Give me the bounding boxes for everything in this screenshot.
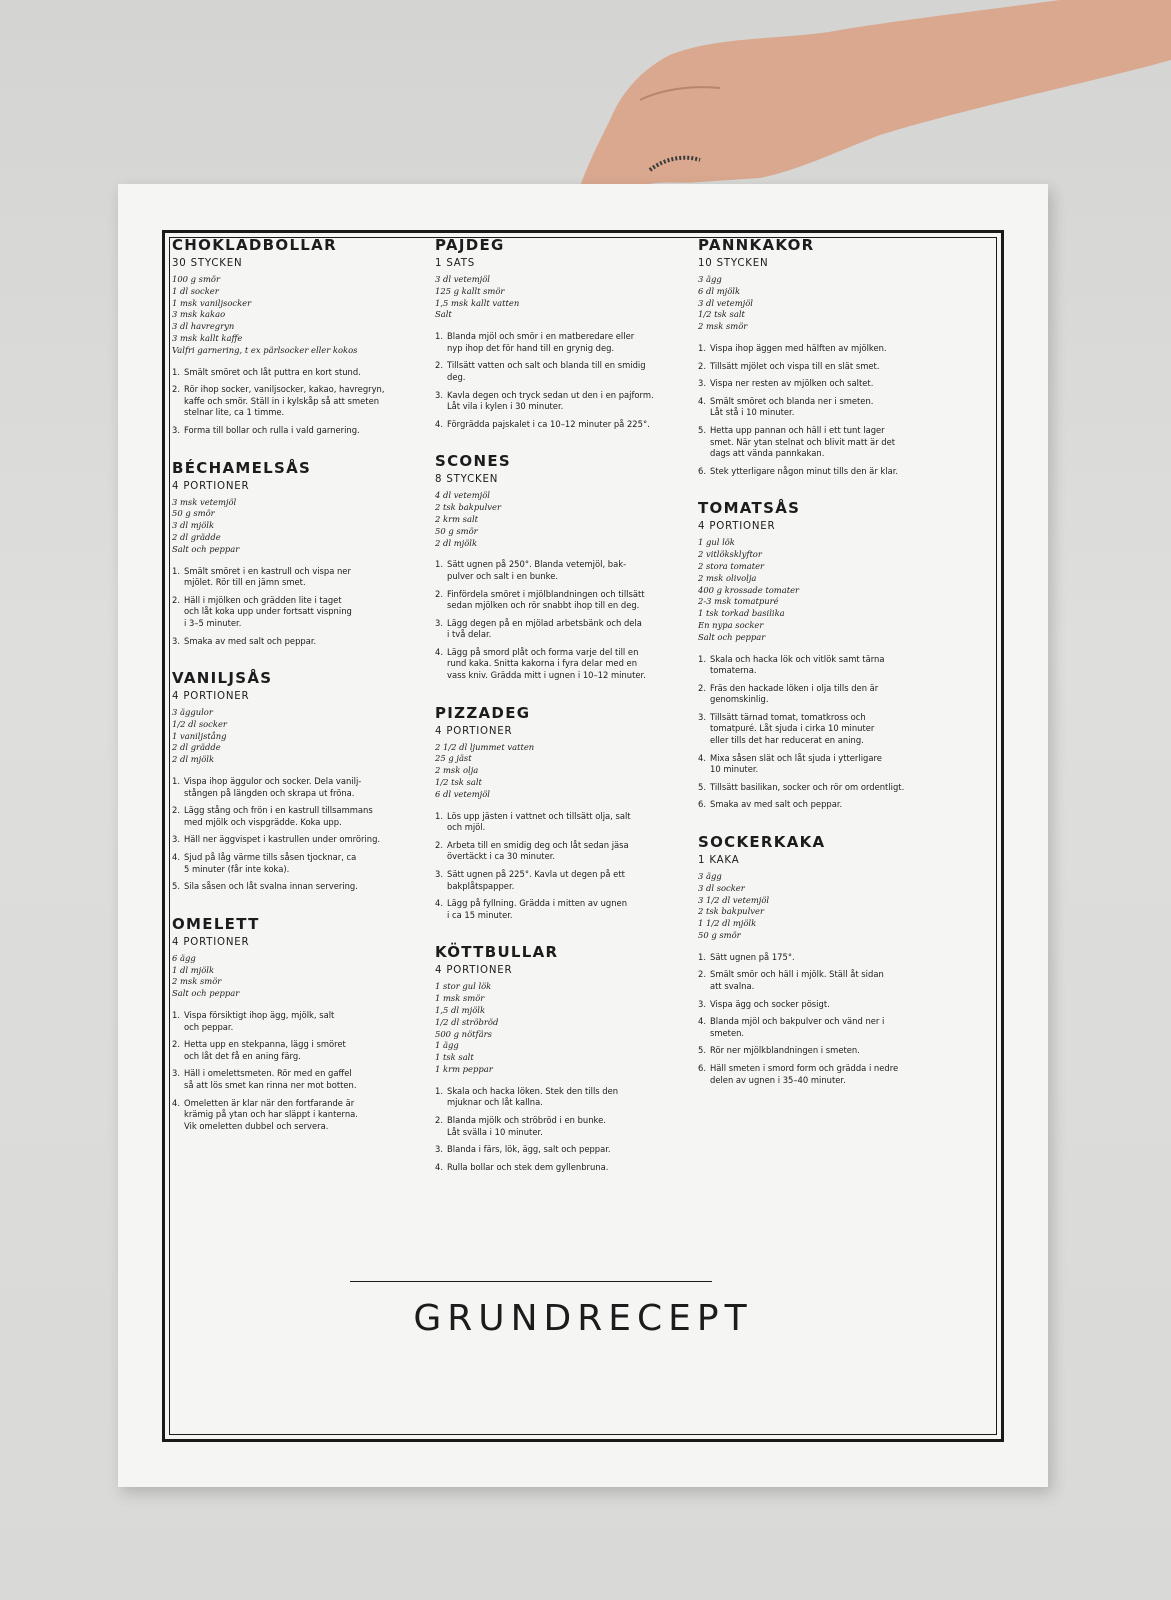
- step-text: Lös upp jästen i vattnet och tillsätt olja, salt och mjöl.: [447, 810, 631, 833]
- title-divider: [350, 1281, 712, 1282]
- ingredient-item: 25 g jäst: [435, 753, 472, 764]
- step-number: 3.: [435, 1144, 443, 1155]
- recipe-title: PAJDEG: [435, 236, 505, 254]
- ingredient-item: 2 tsk bakpulver: [698, 906, 764, 917]
- ingredient-item: 3 1/2 dl vetemjöl: [698, 894, 770, 905]
- step-text: Smaka av med salt och peppar.: [184, 635, 317, 646]
- step-text: Sätt ugnen på 175°.: [710, 951, 795, 962]
- recipe-column-2: [435, 236, 665, 1195]
- step-list: [172, 1010, 402, 1132]
- step-item: [435, 360, 665, 383]
- step-item: [698, 799, 928, 811]
- step-item: [172, 805, 402, 828]
- ingredient-item: 50 g smör: [698, 930, 741, 941]
- step-text: Häll smeten i smord form och grädda i nedre delen av ugnen i 35–40 minuter.: [710, 1062, 899, 1085]
- ingredient-item: 3 ägg: [698, 871, 722, 882]
- step-number: 2.: [698, 682, 706, 693]
- step-item: [435, 331, 665, 354]
- ingredient-item: 4 dl vetemjöl: [435, 490, 490, 501]
- ingredient-list: [435, 490, 665, 549]
- ingredient-item: 1,5 msk kallt vatten: [435, 297, 520, 308]
- step-text: Arbeta till en smidig deg och låt sedan jäsa övertäckt i ca 30 minuter.: [447, 839, 629, 862]
- ingredient-item: 1/2 tsk salt: [435, 777, 482, 788]
- step-item: [435, 869, 665, 892]
- recipe-block: [698, 499, 928, 811]
- ingredient-item: 1 ägg: [435, 1040, 459, 1051]
- recipe-block: [172, 669, 402, 893]
- recipe-block: [435, 704, 665, 922]
- recipe-title: BÉCHAMELSÅS: [172, 458, 312, 477]
- recipe-block: [172, 236, 402, 437]
- step-list: [172, 367, 402, 437]
- step-number: 1.: [172, 1010, 180, 1021]
- step-text: Hetta upp en stekpanna, lägg i smöret och låt det få en aning färg.: [184, 1039, 346, 1061]
- ingredient-item: 3 dl havregryn: [172, 321, 235, 332]
- step-list: [172, 776, 402, 893]
- step-number: 5.: [698, 1045, 706, 1056]
- step-text: Tillsätt basilikan, socker och rör om ordentligt.: [710, 781, 905, 792]
- ingredient-item: 6 dl vetemjöl: [435, 788, 490, 799]
- step-text: Vispa försiktigt ihop ägg, mjölk, salt och peppar.: [184, 1010, 335, 1032]
- step-item: [698, 782, 928, 794]
- step-text: Tillsätt tärnad tomat, tomatkross och tomatpuré. Låt sjuda i cirka 10 minuter eller tills det har reducerat en aning.: [710, 711, 875, 746]
- step-item: [172, 852, 402, 875]
- ingredient-item: 6 dl mjölk: [698, 285, 741, 296]
- step-text: Blanda mjöl och bakpulver och vänd ner i smeten.: [710, 1016, 885, 1038]
- step-item: [698, 712, 928, 747]
- step-item: [698, 396, 928, 419]
- step-text: Blanda i färs, lök, ägg, salt och peppar.: [447, 1144, 611, 1155]
- step-item: [698, 753, 928, 776]
- step-text: Kavla degen och tryck sedan ut den i en pajform. Låt vila i kylen i 30 minuter.: [447, 389, 654, 412]
- ingredient-item: 1 msk vaniljsocker: [172, 297, 252, 308]
- ingredient-item: 1 gul lök: [698, 537, 735, 548]
- ingredient-item: 2 tsk bakpulver: [435, 502, 501, 513]
- ingredient-item: 1 dl mjölk: [172, 964, 215, 975]
- recipe-yield: 30 STYCKEN: [172, 258, 243, 269]
- ingredient-item: 1 tsk salt: [435, 1052, 474, 1063]
- ingredient-list: [435, 981, 665, 1075]
- step-text: Lägg stång och frön i en kastrull tillsammans med mjölk och vispgrädde. Koka upp.: [184, 805, 373, 827]
- step-number: 4.: [172, 852, 180, 863]
- step-item: [172, 636, 402, 648]
- step-number: 1.: [698, 342, 706, 353]
- step-number: 5.: [698, 424, 706, 435]
- ingredient-item: 1 stor gul lök: [435, 981, 492, 992]
- ingredient-item: 2 msk olja: [435, 765, 479, 776]
- ingredient-item: 3 dl mjölk: [172, 520, 215, 531]
- step-number: 3.: [172, 635, 180, 646]
- recipe-yield: 4 PORTIONER: [172, 691, 250, 703]
- ingredient-item: 3 dl socker: [698, 882, 745, 893]
- step-item: [172, 834, 402, 846]
- ingredient-item: 2 msk olivolja: [698, 572, 757, 583]
- step-text: Smält smöret och blanda ner i smeten. Låt stå i 10 minuter.: [710, 395, 874, 418]
- ingredient-item: Salt: [435, 309, 452, 320]
- step-number: 1.: [172, 565, 180, 576]
- step-item: [698, 378, 928, 390]
- step-item: [172, 881, 402, 893]
- ingredient-item: 1 krm peppar: [435, 1063, 493, 1074]
- step-list: [172, 566, 402, 648]
- step-item: [698, 1063, 928, 1086]
- ingredient-list: [698, 537, 928, 643]
- step-text: Rulla bollar och stek dem gyllenbruna.: [447, 1161, 609, 1172]
- recipe-title: PIZZADEG: [435, 703, 531, 722]
- step-number: 3.: [698, 711, 706, 722]
- step-number: 2.: [698, 969, 706, 980]
- step-number: 2.: [435, 588, 443, 599]
- step-item: [172, 1039, 402, 1062]
- recipe-title: KÖTTBULLAR: [435, 943, 559, 962]
- step-number: 1.: [698, 653, 706, 664]
- step-item: [435, 589, 665, 612]
- ingredient-item: 1 dl socker: [172, 285, 219, 296]
- recipe-yield: 4 PORTIONER: [698, 521, 776, 533]
- ingredient-item: 1 tsk torkad basilika: [698, 608, 785, 619]
- ingredient-item: 500 g nötfärs: [435, 1028, 492, 1039]
- ingredient-item: 3 msk kallt kaffe: [172, 332, 243, 343]
- step-item: [435, 618, 665, 641]
- step-text: Smaka av med salt och peppar.: [710, 799, 843, 810]
- step-item: [172, 367, 402, 379]
- ingredient-item: 2 msk smör: [172, 976, 222, 987]
- step-number: 1.: [698, 951, 706, 962]
- step-number: 4.: [435, 1161, 443, 1172]
- recipe-yield: 4 PORTIONER: [172, 936, 250, 948]
- ingredient-item: 1/2 dl socker: [172, 718, 227, 729]
- step-item: [698, 1045, 928, 1057]
- recipe-yield: 10 STYCKEN: [698, 258, 769, 269]
- ingredient-item: 2 dl grädde: [172, 531, 221, 542]
- step-number: 4.: [435, 898, 443, 909]
- ingredient-item: 50 g smör: [435, 525, 478, 536]
- ingredient-item: 2 stora tomater: [698, 560, 765, 571]
- ingredient-item: 1 msk smör: [435, 993, 485, 1004]
- ingredient-list: [172, 274, 402, 357]
- step-item: [172, 566, 402, 589]
- step-item: [435, 811, 665, 834]
- step-text: Vispa ihop äggulor och socker. Dela vanilj- stången på längden och skrapa ut fröna.: [184, 776, 362, 798]
- step-list: [435, 1086, 665, 1174]
- step-number: 3.: [172, 834, 180, 845]
- step-item: [698, 425, 928, 460]
- ingredient-item: Salt och peppar: [172, 988, 240, 999]
- ingredient-item: 1/2 tsk salt: [698, 309, 745, 320]
- step-number: 4.: [435, 646, 443, 657]
- recipe-yield: 1 SATS: [435, 258, 476, 269]
- step-number: 2.: [172, 1039, 180, 1050]
- ingredient-item: 1 1/2 dl mjölk: [698, 918, 757, 929]
- ingredient-item: 6 ägg: [172, 952, 196, 963]
- ingredient-list: [435, 274, 665, 321]
- step-text: Omeletten är klar när den fortfarande är krämig på ytan och har släppt i kanterna. Vik omeletten dubbel och servera.: [184, 1097, 358, 1131]
- step-text: Smält smöret i en kastrull och vispa ner mjölet. Rör till en jämn smet.: [184, 565, 351, 588]
- step-item: [698, 1016, 928, 1039]
- step-text: Blanda mjöl och smör i en matberedare eller nyp ihop det för hand till en grynig deg.: [447, 331, 635, 353]
- recipe-yield: 4 PORTIONER: [172, 480, 250, 492]
- step-text: Rör ihop socker, vaniljsocker, kakao, havregryn, kaffe och smör. Ställ in i kylskåp så att smeten stelnar lite, ca 1 timme.: [184, 384, 385, 418]
- recipe-poster: [118, 184, 1048, 1487]
- step-number: 3.: [435, 869, 443, 880]
- step-list: [435, 811, 665, 922]
- recipe-block: [698, 236, 928, 477]
- step-number: 5.: [698, 781, 706, 792]
- step-number: 2.: [172, 384, 180, 395]
- ingredient-list: [698, 871, 928, 942]
- step-item: [435, 1144, 665, 1156]
- step-number: 3.: [435, 389, 443, 400]
- step-number: 2.: [435, 360, 443, 371]
- step-item: [435, 1162, 665, 1174]
- ingredient-item: 3 dl vetemjöl: [435, 274, 490, 284]
- step-number: 4.: [435, 418, 443, 429]
- step-number: 3.: [172, 1068, 180, 1079]
- step-number: 6.: [698, 799, 706, 810]
- step-number: 1.: [435, 331, 443, 342]
- step-text: Förgrädda pajskalet i ca 10–12 minuter på 225°.: [447, 418, 650, 429]
- step-item: [435, 840, 665, 863]
- step-number: 4.: [698, 752, 706, 763]
- step-list: [698, 952, 928, 1086]
- step-text: Fräs den hackade löken i olja tills den är genomskinlig.: [710, 682, 879, 705]
- recipe-block: [435, 943, 665, 1173]
- step-text: Blanda mjölk och ströbröd i en bunke. Låt svälla i 10 minuter.: [447, 1114, 606, 1137]
- step-text: Forma till bollar och rulla i vald garnering.: [184, 424, 360, 435]
- step-number: 1.: [435, 810, 443, 821]
- step-text: Sila såsen och låt svalna innan servering.: [184, 881, 358, 892]
- step-number: 1.: [435, 1085, 443, 1096]
- step-number: 2.: [435, 839, 443, 850]
- step-number: 3.: [698, 998, 706, 1009]
- step-text: Lägg degen på en mjölad arbetsbänk och dela i två delar.: [447, 617, 642, 640]
- step-item: [172, 1010, 402, 1033]
- ingredient-item: 3 msk vetemjöl: [172, 496, 237, 507]
- step-number: 2.: [435, 1114, 443, 1125]
- step-text: Sätt ugnen på 250°. Blanda vetemjöl, bak- pulver och salt i en bunke.: [447, 559, 627, 581]
- ingredient-item: 400 g krossade tomater: [698, 584, 800, 595]
- ingredient-item: 2-3 msk tomatpuré: [698, 596, 779, 607]
- step-text: Tillsätt vatten och salt och blanda till en smidig deg.: [447, 360, 646, 382]
- step-text: Smält smöret och låt puttra en kort stund.: [184, 366, 361, 377]
- recipe-column-3: [698, 236, 928, 1108]
- step-item: [435, 647, 665, 682]
- step-item: [172, 1068, 402, 1091]
- step-number: 5.: [172, 881, 180, 892]
- ingredient-list: [435, 742, 665, 801]
- step-text: Häll ner äggvispet i kastrullen under omröring.: [184, 834, 381, 845]
- step-item: [435, 390, 665, 413]
- step-text: Mixa såsen slät och låt sjuda i ytterligare 10 minuter.: [710, 752, 882, 775]
- ingredient-item: 2 dl mjölk: [172, 754, 215, 765]
- recipe-block: [172, 915, 402, 1133]
- step-number: 2.: [172, 594, 180, 605]
- recipe-title: PANNKAKOR: [698, 236, 815, 254]
- step-number: 4.: [698, 395, 706, 406]
- step-text: Häll i mjölken och grädden lite i taget och låt koka upp under fortsatt vispning i 3–5 minuter.: [184, 594, 352, 628]
- step-item: [172, 776, 402, 799]
- recipe-block: [172, 459, 402, 648]
- ingredient-item: 2 dl mjölk: [435, 537, 478, 548]
- step-number: 2.: [172, 805, 180, 816]
- ingredient-item: Salt och peppar: [172, 543, 240, 554]
- step-list: [435, 331, 665, 430]
- step-text: Vispa ner resten av mjölken och saltet.: [710, 378, 874, 389]
- recipe-block: [698, 833, 928, 1086]
- step-item: [435, 1115, 665, 1138]
- ingredient-item: 3 äggulor: [172, 707, 213, 718]
- step-item: [698, 466, 928, 478]
- recipe-column-1: [172, 236, 402, 1154]
- step-text: Skala och hacka lök och vitlök samt tärna tomaterna.: [710, 653, 885, 676]
- step-item: [435, 898, 665, 921]
- step-number: 1.: [435, 559, 443, 570]
- recipe-title: VANILJSÅS: [172, 669, 273, 688]
- step-text: Skala och hacka löken. Stek den tills den mjuknar och låt kallna.: [447, 1085, 619, 1108]
- ingredient-list: [172, 953, 402, 1000]
- step-number: 1.: [172, 776, 180, 787]
- step-list: [698, 654, 928, 812]
- step-number: 6.: [698, 465, 706, 476]
- step-item: [698, 343, 928, 355]
- ingredient-item: 2 dl grädde: [172, 742, 221, 753]
- step-text: Häll i omelettsmeten. Rör med en gaffel så att lös smet kan rinna ner mot botten.: [184, 1068, 357, 1090]
- ingredient-item: 2 1/2 dl ljummet vatten: [435, 741, 535, 752]
- ingredient-item: En nypa socker: [698, 619, 764, 630]
- recipe-title: OMELETT: [172, 914, 260, 933]
- step-number: 1.: [172, 366, 180, 377]
- step-text: Sjud på låg värme tills såsen tjocknar, ca 5 minuter (får inte koka).: [184, 852, 357, 874]
- step-item: [698, 999, 928, 1011]
- ingredient-item: 2 msk smör: [698, 321, 748, 332]
- step-item: [698, 952, 928, 964]
- recipe-yield: 4 PORTIONER: [435, 725, 513, 737]
- ingredient-item: 100 g smör: [172, 274, 220, 284]
- ingredient-item: 1 vaniljstång: [172, 730, 227, 741]
- step-text: Smält smör och häll i mjölk. Ställ åt sidan att svalna.: [710, 969, 884, 991]
- ingredient-item: Valfri garnering, t ex pärlsocker eller kokos: [172, 344, 358, 355]
- step-list: [698, 343, 928, 477]
- step-text: Lägg på smord plåt och forma varje del till en rund kaka. Snitta kakorna i fyra delar med en vass kniv. Grädda mitt i ugnen i 10–12 minuter.: [447, 646, 646, 681]
- step-number: 2.: [698, 360, 706, 371]
- step-number: 6.: [698, 1062, 706, 1073]
- ingredient-item: 1,5 dl mjölk: [435, 1005, 486, 1015]
- ingredient-item: 2 vitlöksklyftor: [698, 549, 762, 560]
- ingredient-list: [172, 707, 402, 766]
- step-text: Vispa ägg och socker pösigt.: [710, 998, 830, 1009]
- ingredient-list: [172, 497, 402, 556]
- step-text: Tillsätt mjölet och vispa till en slät smet.: [710, 360, 880, 371]
- step-text: Finfördela smöret i mjölblandningen och tillsätt sedan mjölken och rör snabbt ihop till en deg.: [447, 588, 645, 611]
- recipe-block: [435, 236, 665, 430]
- step-number: 3.: [172, 424, 180, 435]
- ingredient-item: 125 g kallt smör: [435, 285, 505, 296]
- step-list: [435, 559, 665, 681]
- step-item: [172, 384, 402, 419]
- ingredient-item: Salt och peppar: [698, 631, 766, 642]
- step-text: Vispa ihop äggen med hälften av mjölken.: [710, 342, 887, 353]
- ingredient-item: 50 g smör: [172, 508, 215, 519]
- recipe-title: SOCKERKAKA: [698, 833, 826, 852]
- step-item: [698, 361, 928, 373]
- recipe-title: CHOKLADBOLLAR: [172, 236, 337, 254]
- step-text: Lägg på fyllning. Grädda i mitten av ugnen i ca 15 minuter.: [447, 898, 627, 920]
- step-item: [698, 969, 928, 992]
- step-text: Hetta upp pannan och häll i ett tunt lager smet. När ytan stelnat och blivit matt är det dags att vända pannkakan.: [710, 424, 896, 459]
- step-number: 4.: [698, 1016, 706, 1027]
- ingredient-list: [698, 274, 928, 333]
- recipe-yield: 1 KAKA: [698, 855, 740, 867]
- recipe-title: TOMATSÅS: [698, 499, 801, 518]
- step-item: [435, 419, 665, 431]
- step-item: [172, 425, 402, 437]
- step-number: 4.: [172, 1097, 180, 1108]
- step-item: [698, 683, 928, 706]
- step-text: Rör ner mjölkblandningen i smeten.: [710, 1045, 860, 1056]
- poster-title: GRUNDRECEPT: [413, 1298, 753, 1339]
- step-number: 3.: [435, 617, 443, 628]
- recipe-yield: 8 STYCKEN: [435, 474, 499, 486]
- step-item: [172, 1098, 402, 1133]
- step-item: [172, 595, 402, 630]
- step-item: [698, 654, 928, 677]
- ingredient-item: 3 dl vetemjöl: [698, 297, 753, 308]
- recipe-yield: 4 PORTIONER: [435, 965, 513, 977]
- step-item: [435, 559, 665, 582]
- step-number: 3.: [698, 378, 706, 389]
- ingredient-item: 2 krm salt: [435, 513, 479, 524]
- recipe-title: SCONES: [435, 452, 511, 471]
- step-text: Stek ytterligare någon minut tills den är klar.: [710, 465, 899, 476]
- ingredient-item: 3 msk kakao: [172, 309, 226, 320]
- recipe-block: [435, 452, 665, 681]
- ingredient-item: 3 ägg: [698, 274, 722, 284]
- step-text: Sätt ugnen på 225°. Kavla ut degen på ett bakplåtspapper.: [447, 869, 625, 891]
- ingredient-item: 1/2 dl ströbröd: [435, 1016, 499, 1027]
- step-item: [435, 1086, 665, 1109]
